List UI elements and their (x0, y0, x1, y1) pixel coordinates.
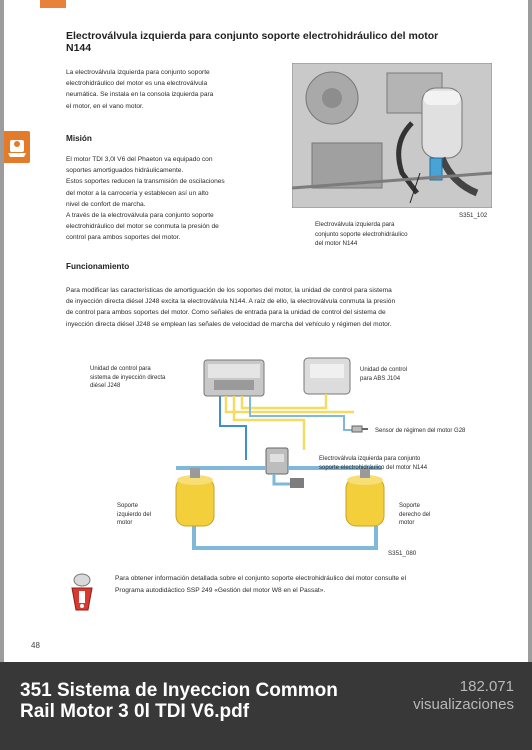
text-line: Estos soportes reducen la transmisión de oscilaciones (66, 178, 225, 186)
text-line: del motor a la carrocería y establecen así un alto (66, 189, 209, 197)
pdf-page (4, 0, 528, 662)
label-line: motor (117, 520, 133, 526)
views-label: visualizaciones (413, 696, 514, 713)
note-text (115, 573, 515, 597)
right-engine-mount-graphic (346, 468, 384, 526)
text-line: Para obtener información detallada sobre el conjunto soporte electrohidráulico del motor consulte el (115, 575, 407, 582)
text-line: de inyección directa diésel J248 excita la electroválvula N144. A raíz de ello, la electroválvula conmuta la presión (66, 298, 396, 306)
label-line: Unidad de control (360, 367, 408, 373)
document-title[interactable]: 351 Sistema de Inyeccion Common Rail Motor 3 0l TDI V6.pdf (20, 680, 338, 722)
caption-line: conjunto soporte electrohidráulico (315, 230, 408, 238)
text-line: A través de la electroválvula para conjunto soporte (66, 212, 214, 220)
mission-paragraph (66, 154, 276, 244)
diagram-code: S351_080 (388, 550, 417, 557)
label-line: Unidad de control para (90, 366, 151, 372)
left-engine-mount-graphic (176, 468, 214, 526)
sensor-g28-graphic (352, 426, 368, 432)
text-line: inyección directa diésel J248 se emplean las señales de velocidad de marcha del vehículo y régimen del motor. (66, 320, 392, 328)
orange-tab-marker (40, 0, 66, 8)
text-line: Programa autodidáctico SSP 249 «Gestión del motor W8 en el Passat». (115, 587, 326, 594)
caption-line: Electroválvula izquierda para (315, 221, 395, 228)
sensor-g28-label: Sensor de régimen del motor G28 (375, 428, 466, 434)
operation-heading: Funcionamiento (66, 262, 130, 271)
label-line: para ABS J104 (360, 375, 401, 382)
operation-paragraph (66, 285, 506, 330)
mission-heading: Misión (66, 134, 92, 143)
page-title: Electroválvula izquierda para conjunto soporte electrohidráulico del motor N144 (66, 30, 439, 54)
document-info-bar (0, 662, 532, 750)
text-line: Para modificar las características de amortiguación de los soportes del motor, la unidad de control para sistema (66, 287, 392, 294)
text-line: El motor TDI 3,0l V6 del Phaeton va equipado con (66, 156, 213, 163)
label-line: Soporte (117, 503, 139, 509)
note-mascot-icon (62, 568, 102, 616)
left-mount-label (117, 502, 177, 528)
text-line: nivel de confort de marcha. (66, 200, 146, 208)
abs-j104-label (360, 366, 460, 383)
text-line: La electroválvula izquierda para conjunto soporte (66, 69, 210, 76)
label-line: soporte electrohidráulico del motor N144 (319, 464, 428, 471)
text-line: control para ambos soportes del motor. (66, 234, 181, 242)
caption-line: del motor N144 (315, 240, 358, 247)
ecu-j248-graphic (204, 360, 264, 396)
label-line: motor (399, 520, 415, 526)
text-line: neumática. Se instala en la consola izquierda para (66, 91, 214, 99)
text-line: electrohidráulico del motor se conmuta la presión de (66, 223, 219, 231)
label-line: derecho del (399, 511, 431, 518)
page-number: 48 (31, 641, 40, 650)
text-line: electrohidráulico del motor es una electroválvula (66, 80, 208, 88)
photo-code: S351_102 (459, 212, 488, 219)
label-line: Soporte (399, 503, 421, 509)
ecu-j248-label (90, 365, 200, 391)
label-line: izquierdo del (117, 511, 152, 518)
views-count: 182.071 (459, 678, 514, 695)
valve-n144-label (319, 455, 479, 472)
right-mount-label (399, 502, 459, 528)
photo-caption (315, 220, 455, 249)
label-line: Electroválvula izquierda para conjunto (319, 456, 421, 462)
intro-paragraph (66, 67, 256, 112)
text-line: de control para ambos soportes del motor. Como señales de entrada para la unidad de control del sistema de (66, 309, 386, 317)
text-line: soportes amortiguados hidráulicamente. (66, 167, 184, 175)
mechanic-icon (4, 131, 30, 163)
label-line: sistema de inyección directa (90, 374, 166, 381)
text-line: el motor, en el vano motor. (66, 102, 144, 110)
abs-j104-graphic (304, 358, 350, 394)
engine-photo (292, 63, 492, 208)
label-line: diésel J248 (90, 383, 121, 389)
